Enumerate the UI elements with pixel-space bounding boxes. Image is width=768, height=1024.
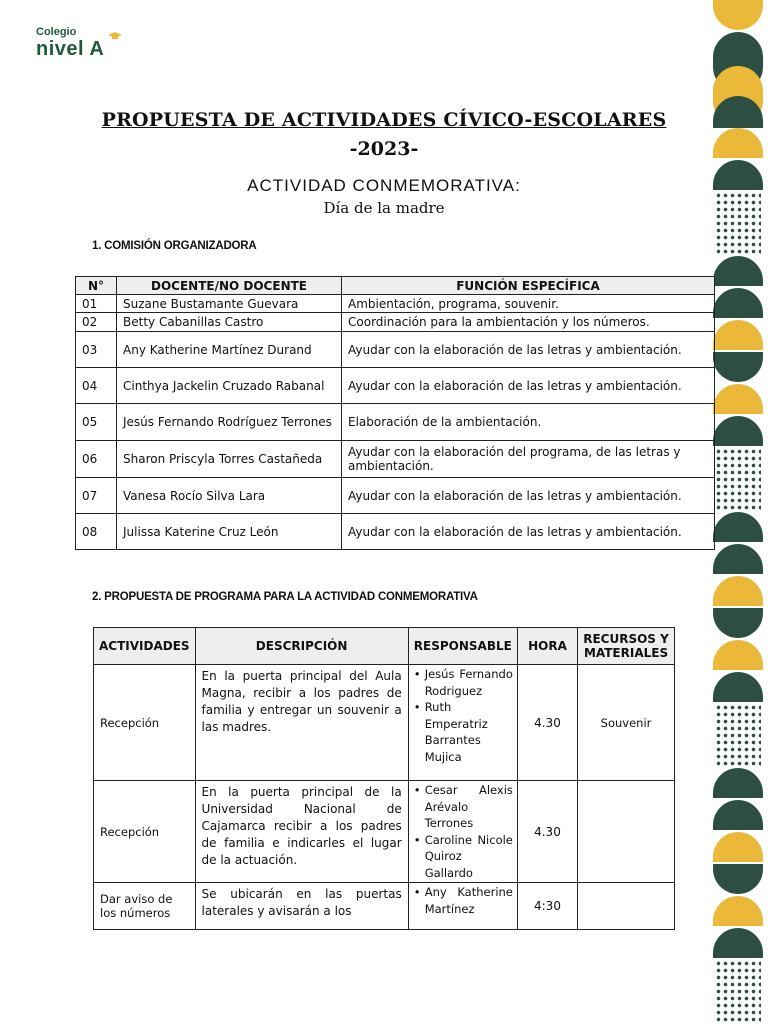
section-2-title: 2. PROPUESTA DE PROGRAMA PARA LA ACTIVIDAD CONMEMORATIVA — [92, 591, 478, 603]
col-header-num: N° — [76, 277, 117, 295]
decor-shape — [713, 640, 763, 670]
decor-dot-pattern — [715, 448, 761, 510]
row-time: 4.30 — [517, 665, 577, 781]
table-row — [76, 295, 715, 313]
col-header-docente: DOCENTE/NO DOCENTE — [117, 277, 342, 295]
table-row — [94, 781, 675, 883]
decor-dot-pattern — [715, 704, 761, 766]
row-name: Any Katherine Martínez Durand — [117, 332, 342, 368]
table-row — [94, 883, 675, 930]
row-activity: Recepción — [94, 665, 196, 781]
logo-big-text: nivel A — [36, 38, 105, 60]
col-header-hora: HORA — [517, 628, 577, 665]
row-function: Ayudar con la elaboración de las letras y ambientación. — [342, 514, 715, 550]
activity-heading: ACTIVIDAD CONMEMORATIVA: — [247, 176, 521, 195]
logo-small-text: Colegio — [36, 26, 77, 38]
decor-shape — [713, 768, 763, 798]
decor-shape — [713, 352, 763, 382]
row-responsible — [408, 665, 517, 781]
program-table — [93, 627, 675, 930]
decor-shape — [713, 384, 763, 414]
decor-shape — [713, 320, 763, 350]
row-function: Elaboración de la ambientación. — [342, 404, 715, 441]
row-name: Vanesa Rocío Silva Lara — [117, 478, 342, 514]
decor-shape — [713, 256, 763, 286]
table-row — [76, 368, 715, 404]
responsible-item: • Jesús Fernando Rodriguez — [425, 666, 513, 699]
decor-shape — [713, 896, 763, 926]
row-activity: Dar aviso de los números — [94, 883, 196, 930]
col-header-funcion: FUNCIÓN ESPECÍFICA — [342, 277, 715, 295]
document-year: -2023- — [349, 138, 419, 160]
decor-shape — [713, 928, 763, 958]
decor-shape — [713, 832, 763, 862]
row-time: 4.30 — [517, 781, 577, 883]
decor-shape — [713, 32, 763, 62]
row-description: Se ubicarán en las puertas laterales y avisarán a los — [195, 883, 408, 930]
table-header-row — [94, 628, 675, 665]
responsible-item: • Caroline Nicole Quiroz Gallardo — [425, 832, 513, 882]
row-name: Betty Cabanillas Castro — [117, 313, 342, 332]
row-name: Suzane Bustamante Guevara — [117, 295, 342, 313]
row-responsible — [408, 883, 517, 930]
decor-shape — [713, 608, 763, 638]
row-name: Jesús Fernando Rodríguez Terrones — [117, 404, 342, 441]
row-num: 03 — [76, 332, 117, 368]
row-function: Ayudar con la elaboración de las letras y ambientación. — [342, 478, 715, 514]
row-function: Ambientación, programa, souvenir. — [342, 295, 715, 313]
table-row — [76, 478, 715, 514]
table-row — [76, 514, 715, 550]
table-row — [94, 665, 675, 781]
document-title: PROPUESTA DE ACTIVIDADES CÍVICO-ESCOLARES — [101, 109, 667, 131]
row-function: Ayudar con la elaboración de las letras y ambientación. — [342, 332, 715, 368]
decor-shape — [713, 672, 763, 702]
row-activity: Recepción — [94, 781, 196, 883]
decor-shape — [713, 544, 763, 574]
responsible-item: • Any Katherine Martínez — [425, 884, 513, 917]
row-num: 05 — [76, 404, 117, 441]
organizing-committee-table — [75, 276, 715, 550]
decor-dot-pattern — [715, 960, 761, 1022]
row-name: Sharon Priscyla Torres Castañeda — [117, 441, 342, 478]
row-function: Ayudar con la elaboración de las letras y ambientación. — [342, 368, 715, 404]
col-header-recursos: RECURSOS Y MATERIALES — [578, 628, 675, 665]
decor-shape — [713, 864, 763, 894]
activity-day: Día de la madre — [323, 199, 445, 217]
row-description: En la puerta principal de la Universidad Nacional de Cajamarca recibir a los padres de familia e indicarles el lugar de la actuación. — [195, 781, 408, 883]
row-num: 06 — [76, 441, 117, 478]
row-num: 01 — [76, 295, 117, 313]
graduation-cap-icon — [108, 32, 122, 40]
row-num: 02 — [76, 313, 117, 332]
decor-shape — [713, 416, 763, 446]
row-function: Ayudar con la elaboración del programa, de las letras y ambientación. — [342, 441, 715, 478]
row-description: En la puerta principal del Aula Magna, recibir a los padres de familia y entregar un souvenir a las madres. — [195, 665, 408, 781]
school-logo — [36, 26, 126, 62]
table-row — [76, 313, 715, 332]
decor-shape — [713, 288, 763, 318]
row-resources — [578, 883, 675, 930]
table-header-row — [76, 277, 715, 295]
col-header-responsable: RESPONSABLE — [408, 628, 517, 665]
responsible-item: • Ruth Emperatriz Barrantes Mujica — [425, 699, 513, 765]
row-num: 08 — [76, 514, 117, 550]
col-header-actividades: ACTIVIDADES — [94, 628, 196, 665]
row-name: Cinthya Jackelin Cruzado Rabanal — [117, 368, 342, 404]
responsible-item: • Cesar Alexis Arévalo Terrones — [425, 782, 513, 832]
row-time: 4:30 — [517, 883, 577, 930]
decor-shape — [713, 0, 763, 30]
col-header-descripcion: DESCRIPCIÓN — [195, 628, 408, 665]
decor-shape — [713, 576, 763, 606]
row-resources — [578, 781, 675, 883]
section-1-title: 1. COMISIÓN ORGANIZADORA — [92, 240, 257, 252]
row-responsible — [408, 781, 517, 883]
row-num: 04 — [76, 368, 117, 404]
decor-shape — [713, 800, 763, 830]
table-row — [76, 332, 715, 368]
table-row — [76, 404, 715, 441]
row-num: 07 — [76, 478, 117, 514]
decor-shape — [713, 512, 763, 542]
row-resources: Souvenir — [578, 665, 675, 781]
row-name: Julissa Katerine Cruz León — [117, 514, 342, 550]
row-function: Coordinación para la ambientación y los números. — [342, 313, 715, 332]
table-row — [76, 441, 715, 478]
